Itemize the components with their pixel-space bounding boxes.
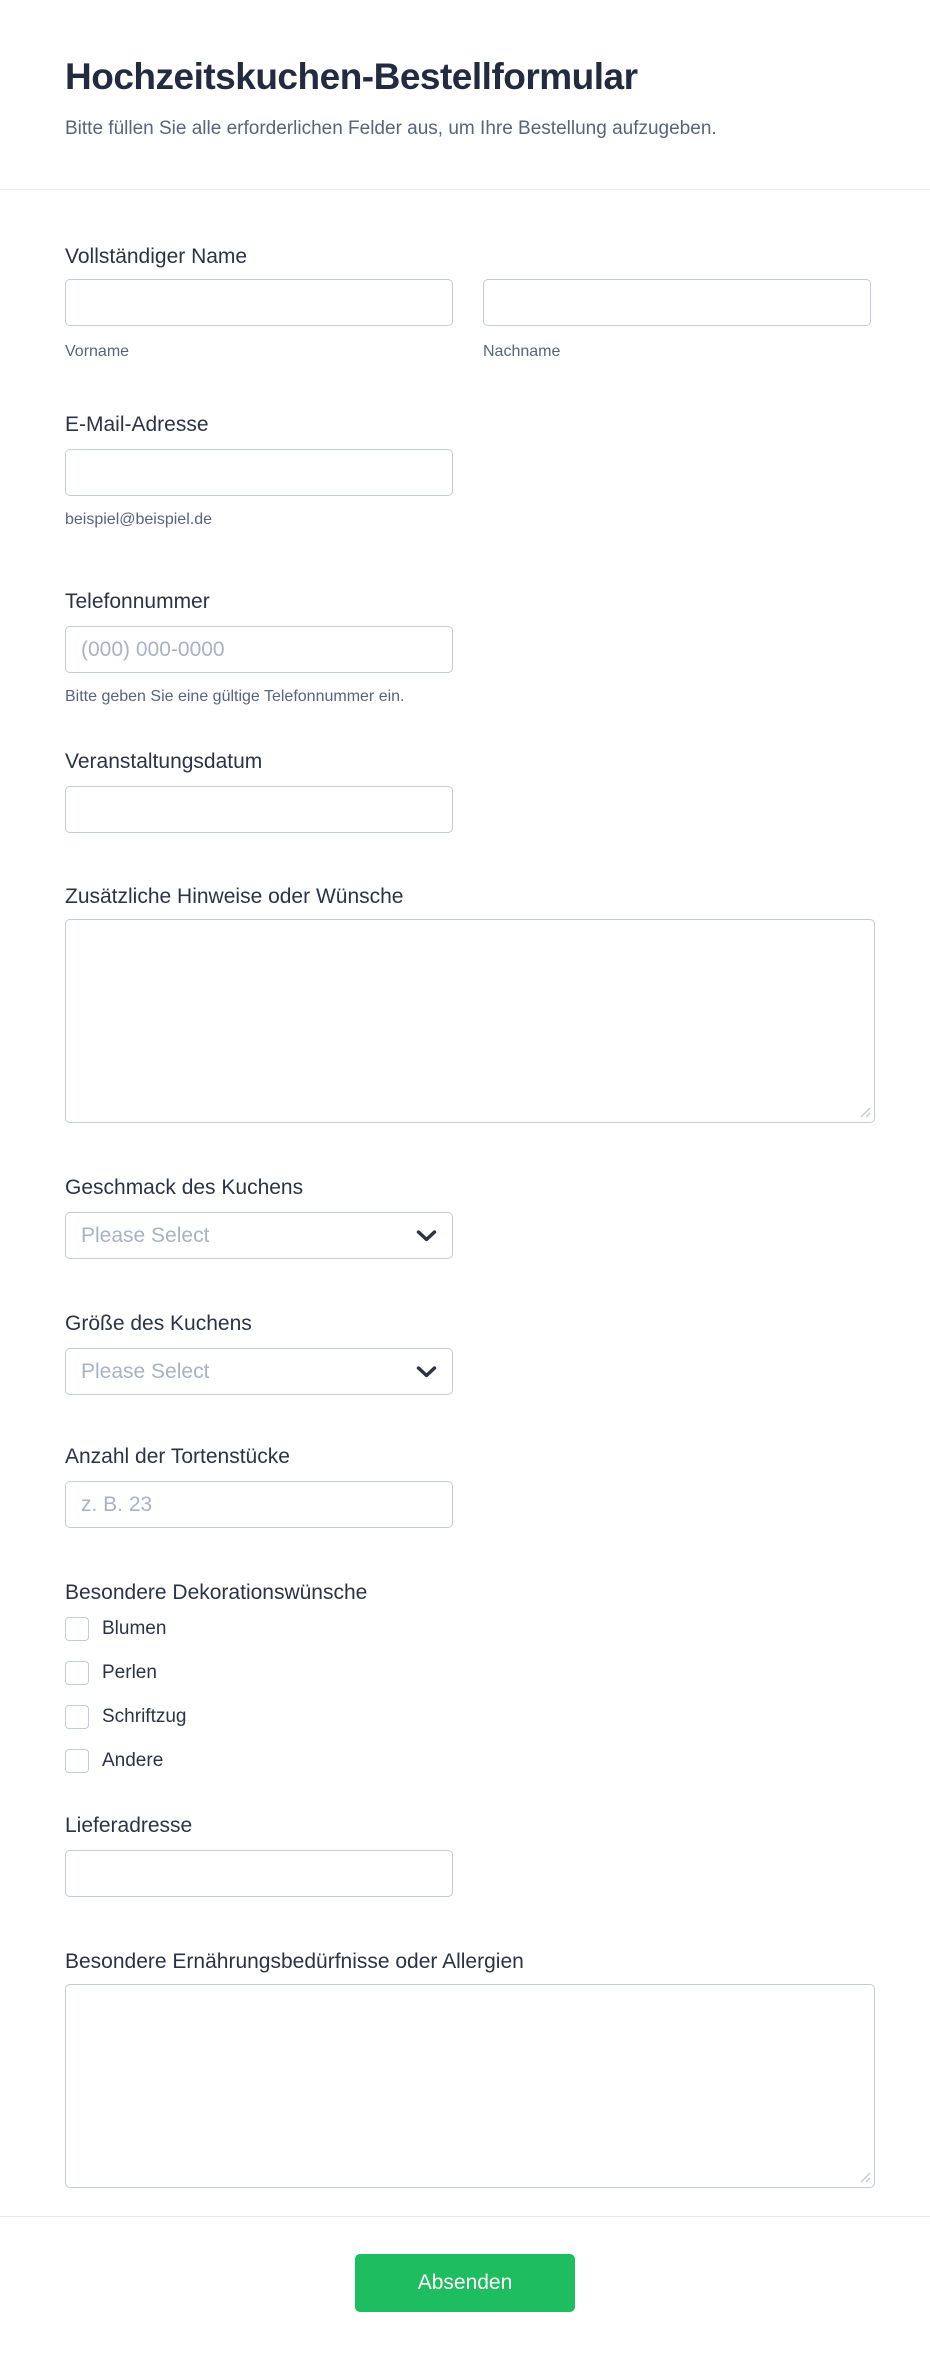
- last-name-input[interactable]: [483, 279, 871, 326]
- first-name-input[interactable]: [65, 279, 453, 326]
- email-input[interactable]: [65, 449, 453, 496]
- form-header: [0, 0, 930, 190]
- field-dietary: [65, 1949, 874, 2188]
- flavor-select[interactable]: [65, 1212, 453, 1259]
- slices-input[interactable]: [65, 1481, 453, 1528]
- event-date-input-row: [65, 786, 874, 833]
- field-decorations: [65, 1580, 874, 1773]
- field-event-date: [65, 749, 874, 833]
- event-date-input[interactable]: [65, 786, 453, 833]
- schriftzug-checkbox[interactable]: [65, 1705, 89, 1729]
- phone-input-row: [65, 626, 874, 673]
- chevron-down-icon: [416, 1229, 437, 1242]
- submit-row: [0, 2254, 930, 2364]
- decorations-checkbox-group: [65, 1617, 874, 1773]
- andere-checkbox[interactable]: [65, 1749, 89, 1773]
- field-slices: [65, 1444, 874, 1528]
- field-size: [65, 1311, 874, 1395]
- flavor-label: Geschmack des Kuchens: [65, 1176, 304, 1199]
- checkbox-row-andere: [65, 1749, 874, 1773]
- delivery-address-input-row: [65, 1850, 874, 1897]
- delivery-address-label: Lieferadresse: [65, 1814, 193, 1837]
- delivery-address-input[interactable]: [65, 1850, 453, 1897]
- notes-label: Zusätzliche Hinweise oder Wünsche: [65, 885, 404, 908]
- checkbox-row-schriftzug: [65, 1705, 874, 1729]
- form-body: [0, 244, 930, 2188]
- perlen-checkbox-label[interactable]: Perlen: [102, 1662, 157, 1683]
- last-name-column: [483, 279, 871, 361]
- field-notes: [65, 884, 874, 1123]
- page-title: Hochzeitskuchen-Bestellformular: [65, 56, 638, 97]
- chevron-down-icon: [416, 1365, 437, 1378]
- submit-button[interactable]: Absenden: [355, 2254, 575, 2312]
- blumen-checkbox[interactable]: [65, 1617, 89, 1641]
- notes-textarea[interactable]: [65, 919, 875, 1123]
- checkbox-row-perlen: [65, 1661, 874, 1685]
- phone-label: Telefonnummer: [65, 590, 210, 613]
- page-subtitle: Bitte füllen Sie alle erforderlichen Felder aus, um Ihre Bestellung aufzugeben.: [65, 118, 717, 139]
- slices-input-row: [65, 1481, 874, 1528]
- last-name-sublabel: Nachname: [483, 343, 561, 360]
- email-input-row: [65, 449, 874, 496]
- size-select-value: Please Select: [81, 1359, 210, 1383]
- first-name-sublabel: Vorname: [65, 343, 130, 360]
- slices-label: Anzahl der Tortenstücke: [65, 1445, 290, 1468]
- event-date-label: Veranstaltungsdatum: [65, 750, 263, 773]
- flavor-select-value: Please Select: [81, 1223, 210, 1247]
- field-full-name: [65, 244, 874, 361]
- perlen-checkbox[interactable]: [65, 1661, 89, 1685]
- email-label: E-Mail-Adresse: [65, 413, 209, 436]
- full-name-label: Vollständiger Name: [65, 245, 248, 268]
- andere-checkbox-label[interactable]: Andere: [102, 1750, 164, 1771]
- field-flavor: [65, 1175, 874, 1259]
- dietary-textarea-wrap: [65, 1984, 875, 2188]
- email-helper-text: beispiel@beispiel.de: [65, 511, 212, 528]
- footer-divider: [0, 2216, 930, 2217]
- name-inputs-row: [65, 279, 874, 361]
- phone-helper-text: Bitte geben Sie eine gültige Telefonnummer ein.: [65, 688, 405, 705]
- notes-textarea-wrap: [65, 919, 875, 1123]
- size-select[interactable]: [65, 1348, 453, 1395]
- dietary-textarea[interactable]: [65, 1984, 875, 2188]
- blumen-checkbox-label[interactable]: Blumen: [102, 1618, 167, 1639]
- field-phone: [65, 589, 874, 706]
- field-email: [65, 412, 874, 529]
- schriftzug-checkbox-label[interactable]: Schriftzug: [102, 1706, 187, 1727]
- field-delivery-address: [65, 1813, 874, 1897]
- size-label: Größe des Kuchens: [65, 1312, 252, 1335]
- decorations-label: Besondere Dekorationswünsche: [65, 1581, 368, 1604]
- phone-input[interactable]: [65, 626, 453, 673]
- dietary-label: Besondere Ernährungsbedürfnisse oder Allergien: [65, 1950, 524, 1973]
- checkbox-row-blumen: [65, 1617, 874, 1641]
- first-name-column: [65, 279, 453, 361]
